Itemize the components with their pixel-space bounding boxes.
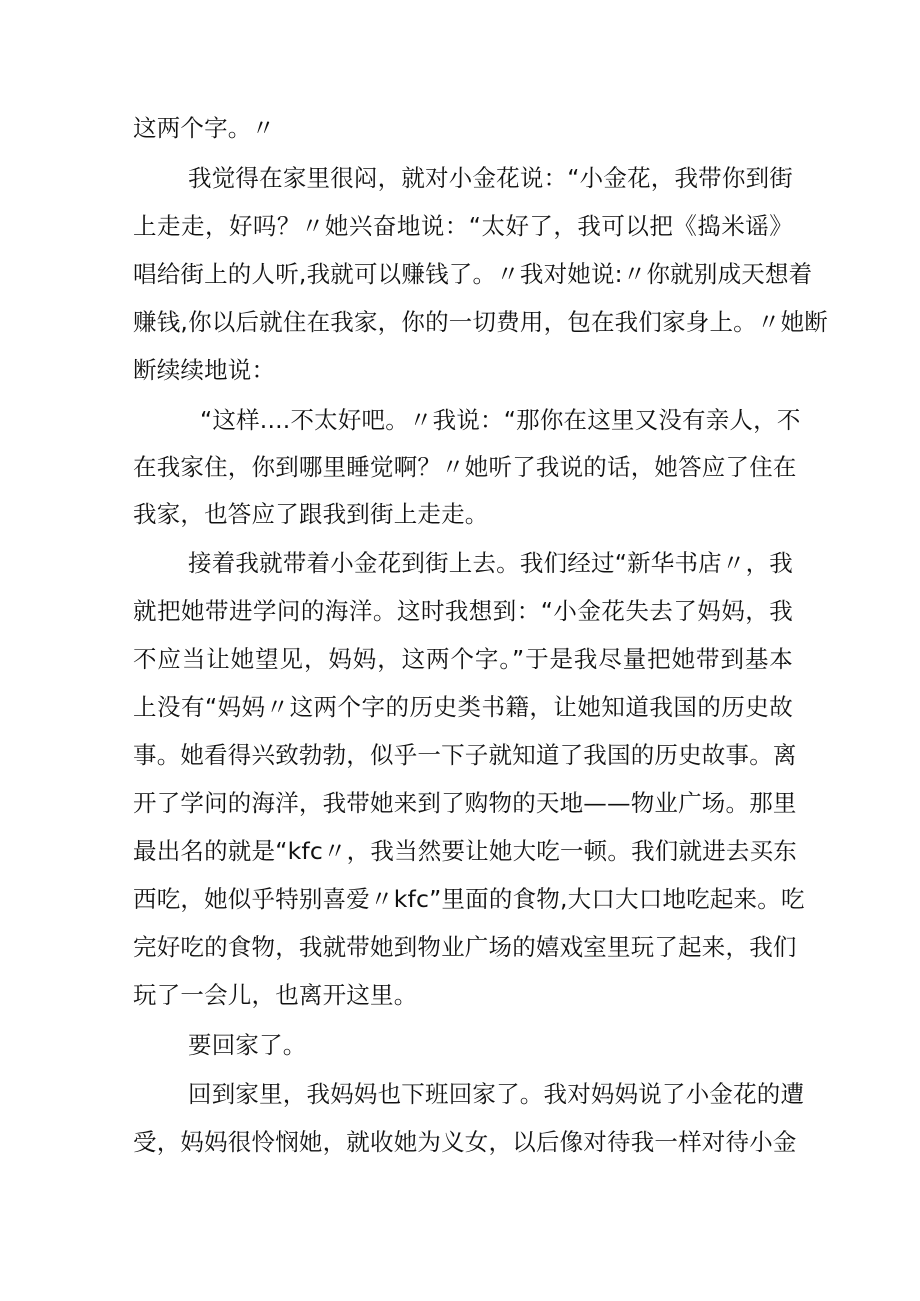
text-line: 上走走，好吗？〃她兴奋地说：“太好了，我可以把《捣米谣》 bbox=[133, 212, 793, 240]
text-line: 受，妈妈很怜悯她，就收她为义女，以后像对待我一样对待小金 bbox=[133, 1128, 797, 1156]
text-line: 赚钱,你以后就住在我家，你的一切费用，包在我们家身上。〃她断 bbox=[133, 308, 828, 336]
text-line: 完好吃的食物，我就带她到物业广场的嬉戏室里玩了起来，我们 bbox=[133, 933, 797, 961]
text-line: 事。她看得兴致勃勃，似乎一下子就知道了我国的历史故事。离 bbox=[133, 741, 797, 769]
text-line: 上没有“妈妈〃这两个字的历史类书籍，让她知道我国的历史故 bbox=[133, 693, 793, 721]
text-line: “这样....不太好吧。〃我说：“那你在这里又没有亲人，不 bbox=[200, 406, 801, 434]
text-line: 回到家里，我妈妈也下班回家了。我对妈妈说了小金花的遭 bbox=[188, 1080, 805, 1108]
text-line: 唱给街上的人听,我就可以赚钱了。〃我对她说:〃你就别成天想着 bbox=[133, 260, 813, 288]
text-line: 接着我就带着小金花到街上去。我们经过“新华书店〃，我 bbox=[188, 549, 793, 577]
text-line: 这两个字。〃 bbox=[133, 114, 276, 142]
text-line: 西吃，她似乎特别喜爱〃kfc”里面的食物,大口大口地吃起来。吃 bbox=[133, 885, 805, 913]
text-line: 不应当让她望见，妈妈，这两个字。”于是我尽量把她带到基本 bbox=[133, 645, 793, 673]
text-line: 要回家了。 bbox=[188, 1031, 307, 1059]
text-line: 在我家住，你到哪里睡觉啊？〃她听了我说的话，她答应了住在 bbox=[133, 453, 797, 481]
text-line: 开了学问的海洋，我带她来到了购物的天地——物业广场。那里 bbox=[133, 789, 797, 817]
text-line: 我家，也答应了跟我到街上走走。 bbox=[133, 500, 489, 528]
text-line: 玩了一会儿，也离开这里。 bbox=[133, 981, 418, 1009]
text-line: 断续续地说： bbox=[133, 356, 276, 384]
text-line: 就把她带进学问的海洋。这时我想到：“小金花失去了妈妈，我 bbox=[133, 597, 793, 625]
text-line: 最出名的就是“kfc〃，我当然要让她大吃一顿。我们就进去买东 bbox=[133, 837, 797, 865]
text-line: 我觉得在家里很闷，就对小金花说：“小金花，我带你到街 bbox=[188, 164, 793, 192]
